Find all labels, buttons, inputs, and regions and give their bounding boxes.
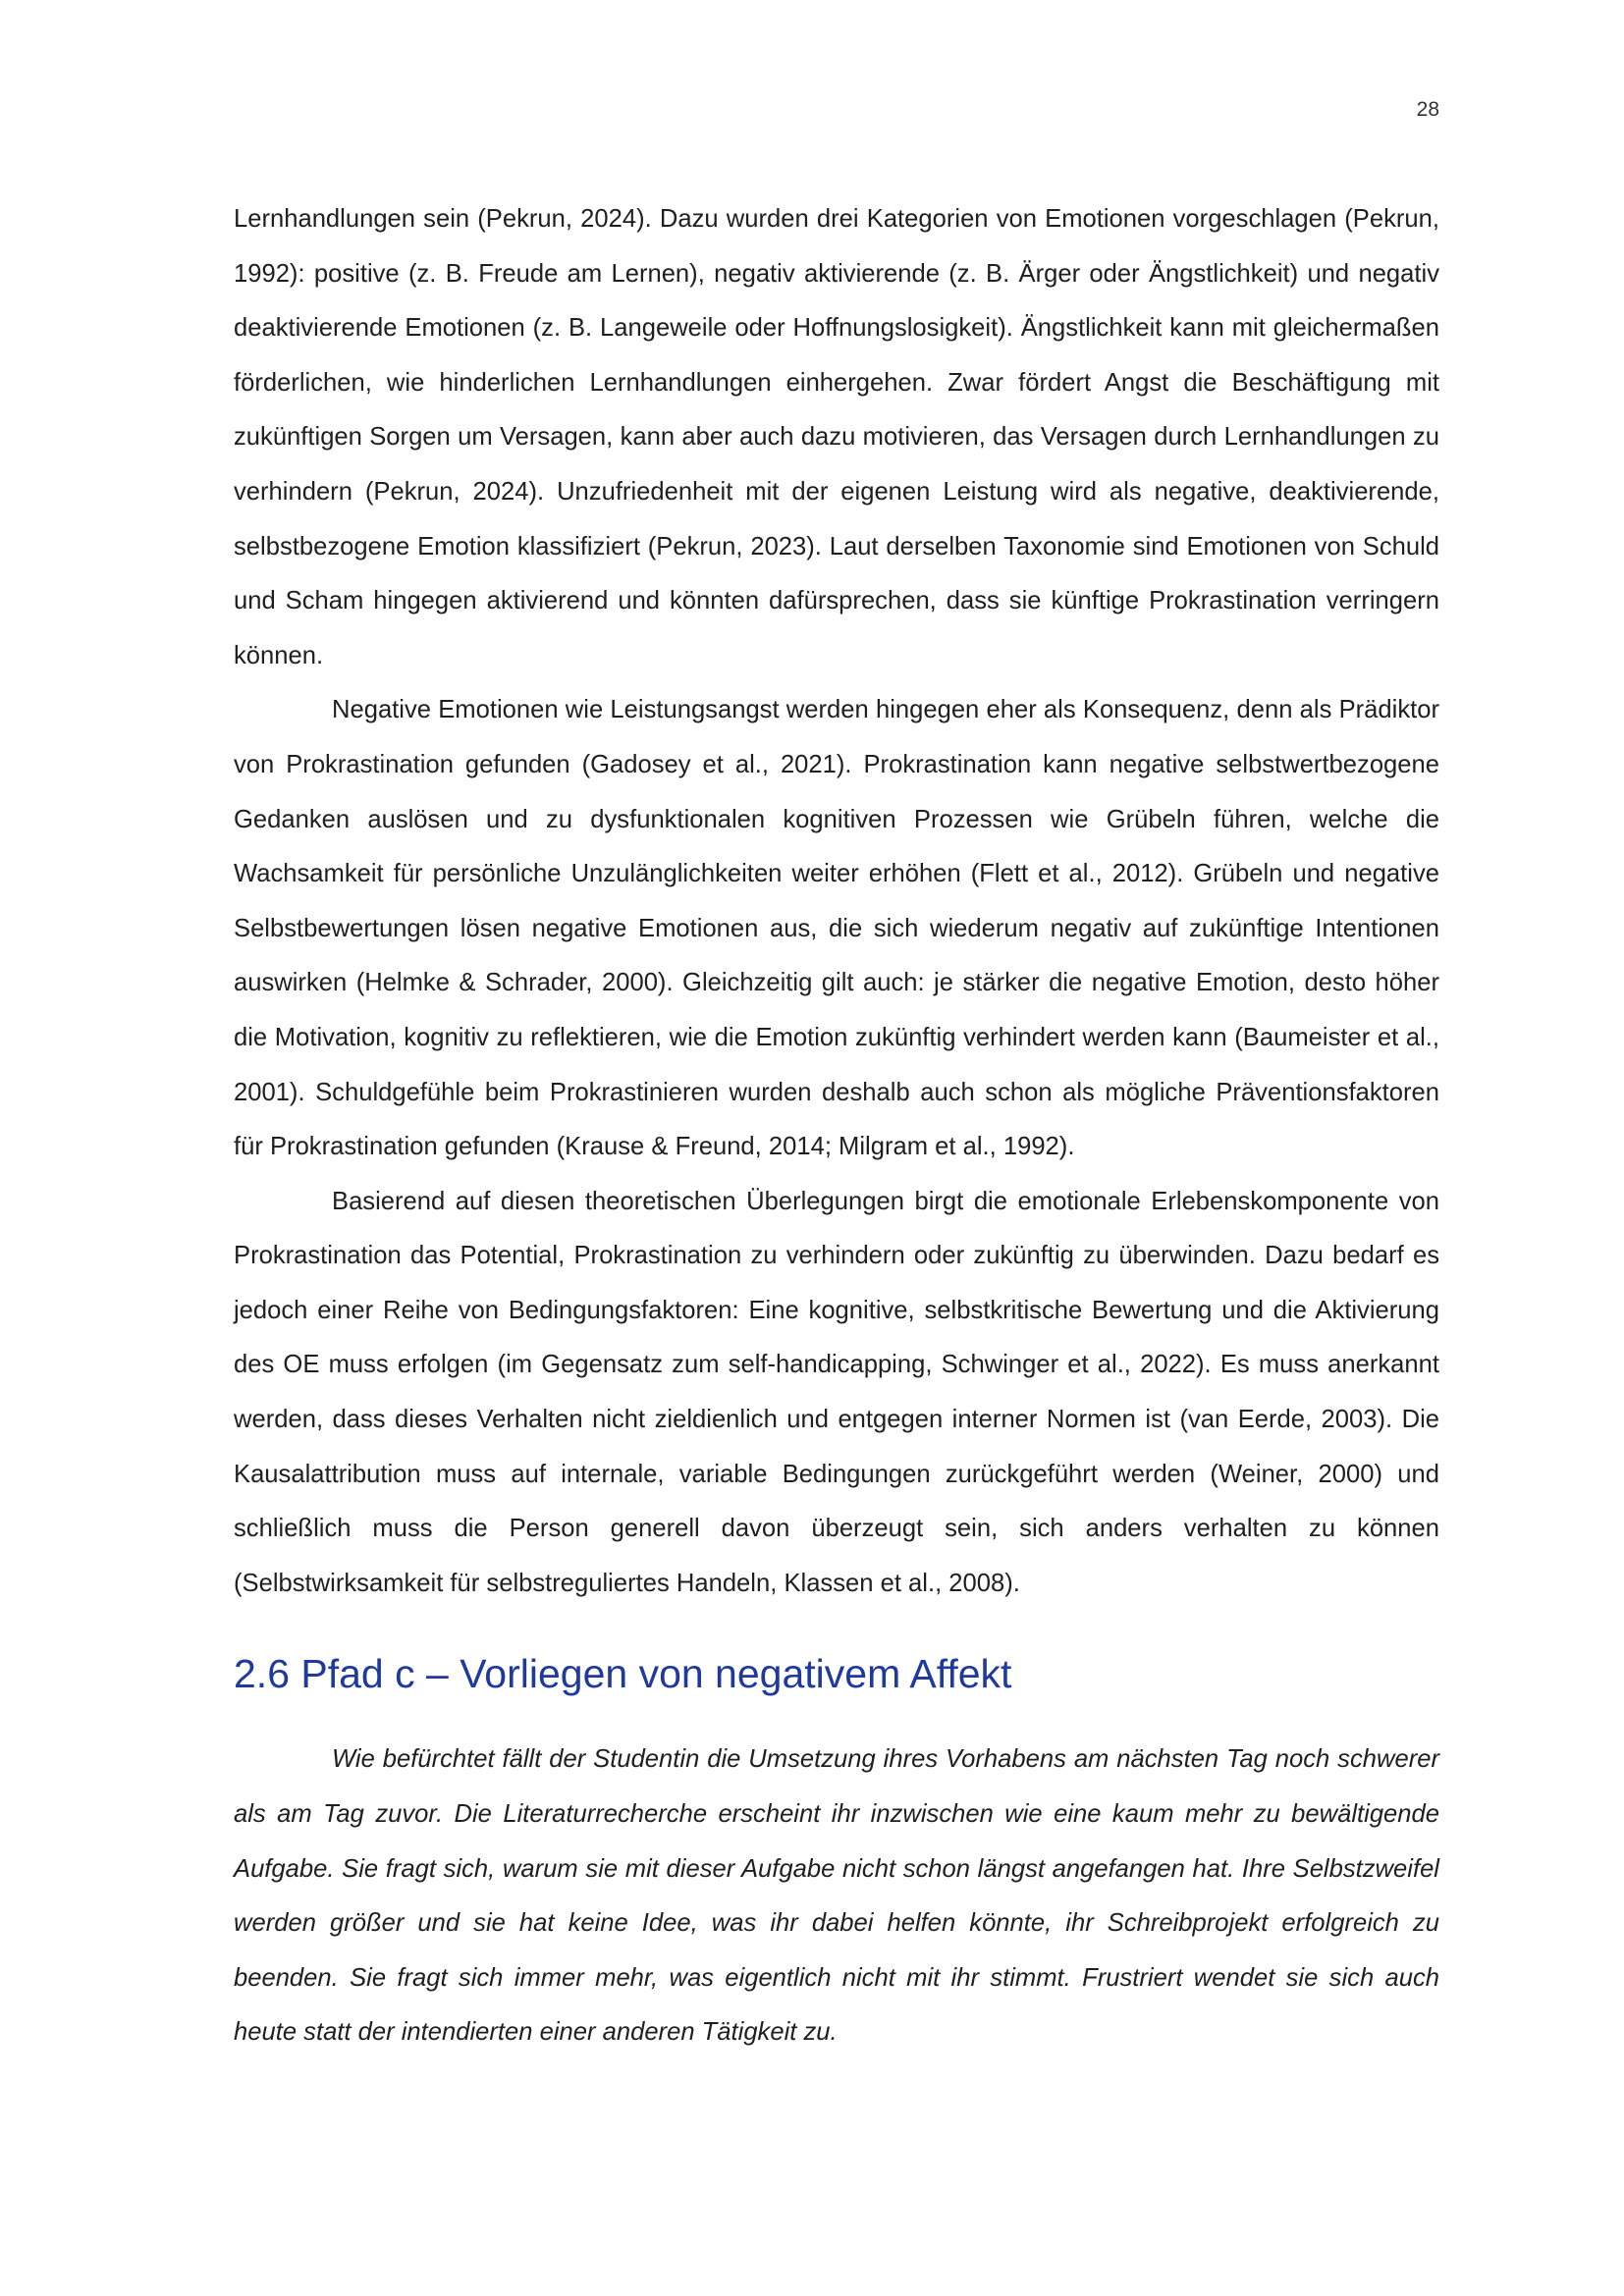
body-text xyxy=(234,192,1439,2060)
paragraph-2: Negative Emotionen wie Leistungsangst werden hingegen eher als Konsequenz, denn als Prädiktor von Prokrastination gefunden (Gadosey et al., 2021). Prokrastination kann negative selbstwertbezogene Gedanken auslösen und zu dysfunktionalen kognitiven Prozessen wie Grübeln führen, welche die Wachsamkeit für persönliche Unzulänglichkeiten weiter erhöhen (Flett et al., 2012). Grübeln und negative Selbstbewertungen lösen negative Emotionen aus, die sich wiederum negativ auf zukünftige Intentionen auswirken (Helmke & Schrader, 2000). Gleichzeitig gilt auch: je stärker die negative Emotion, desto höher die Motivation, kognitiv zu reflektieren, wie die Emotion zukünftig verhindert werden kann (Baumeister et al., 2001). Schuldgefühle beim Prokrastinieren wurden deshalb auch schon als mögliche Präventionsfaktoren für Prokrastination gefunden (Krause & Freund, 2014; Milgram et al., 1992). xyxy=(234,696,1439,1161)
page-number: 28 xyxy=(1416,98,1439,121)
paragraph-1: Lernhandlungen sein (Pekrun, 2024). Dazu wurden drei Kategorien von Emotionen vorgeschlagen (Pekrun, 1992): positive (z. B. Freude am Lernen), negativ aktivierende (z. B. Ärger oder Ängstlichkeit) und negativ deaktivierende Emotionen (z. B. Langeweile oder Hoffnungslosigkeit). Ängstlichkeit kann mit gleichermaßen förderlichen, wie hinderlichen Lernhandlungen einhergehen. Zwar fördert Angst die Beschäftigung mit zukünftigen Sorgen um Versagen, kann aber auch dazu motivieren, das Versagen durch Lernhandlungen zu verhindern (Pekrun, 2024). Unzufriedenheit mit der eigenen Leistung wird als negative, deaktivierende, selbstbezogene Emotion klassifiziert (Pekrun, 2023). Laut derselben Taxonomie sind Emotionen von Schuld und Scham hingegen aktivierend und könnten dafürsprechen, dass sie künftige Prokrastination verringern können. xyxy=(234,205,1439,669)
section-heading: 2.6 Pfad c – Vorliegen von negativem Affekt xyxy=(234,1651,1012,1697)
vignette-paragraph: Wie befürchtet fällt der Studentin die Umsetzung ihres Vorhabens am nächsten Tag noch schwerer als am Tag zuvor. Die Literaturrecherche erscheint ihr inzwischen wie eine kaum mehr zu bewältigende Aufgabe. Sie fragt sich, warum sie mit dieser Aufgabe nicht schon längst angefangen hat. Ihre Selbstzweifel werden größer und sie hat keine Idee, was ihr dabei helfen könnte, ihr Schreibprojekt erfolgreich zu beenden. Sie fragt sich immer mehr, was eigentlich nicht mit ihr stimmt. Frustriert wendet sie sich auch heute statt der intendierten einer anderen Tätigkeit zu. xyxy=(234,1745,1439,2047)
paragraph-3: Basierend auf diesen theoretischen Überlegungen birgt die emotionale Erlebenskomponente von Prokrastination das Potential, Prokrastination zu verhindern oder zukünftig zu überwinden. Dazu bedarf es jedoch einer Reihe von Bedingungsfaktoren: Eine kognitive, selbstkritische Bewertung und die Aktivierung des OE muss erfolgen (im Gegensatz zum self-handicapping, Schwinger et al., 2022). Es muss anerkannt werden, dass dieses Verhalten nicht zieldienlich und entgegen interner Normen ist (van Eerde, 2003). Die Kausalattribution muss auf internale, variable Bedingungen zurückgeführt werden (Weiner, 2000) und schließlich muss die Person generell davon überzeugt sein, sich anders verhalten zu können (Selbstwirksamkeit für selbstreguliertes Handeln, Klassen et al., 2008). xyxy=(234,1187,1439,1597)
